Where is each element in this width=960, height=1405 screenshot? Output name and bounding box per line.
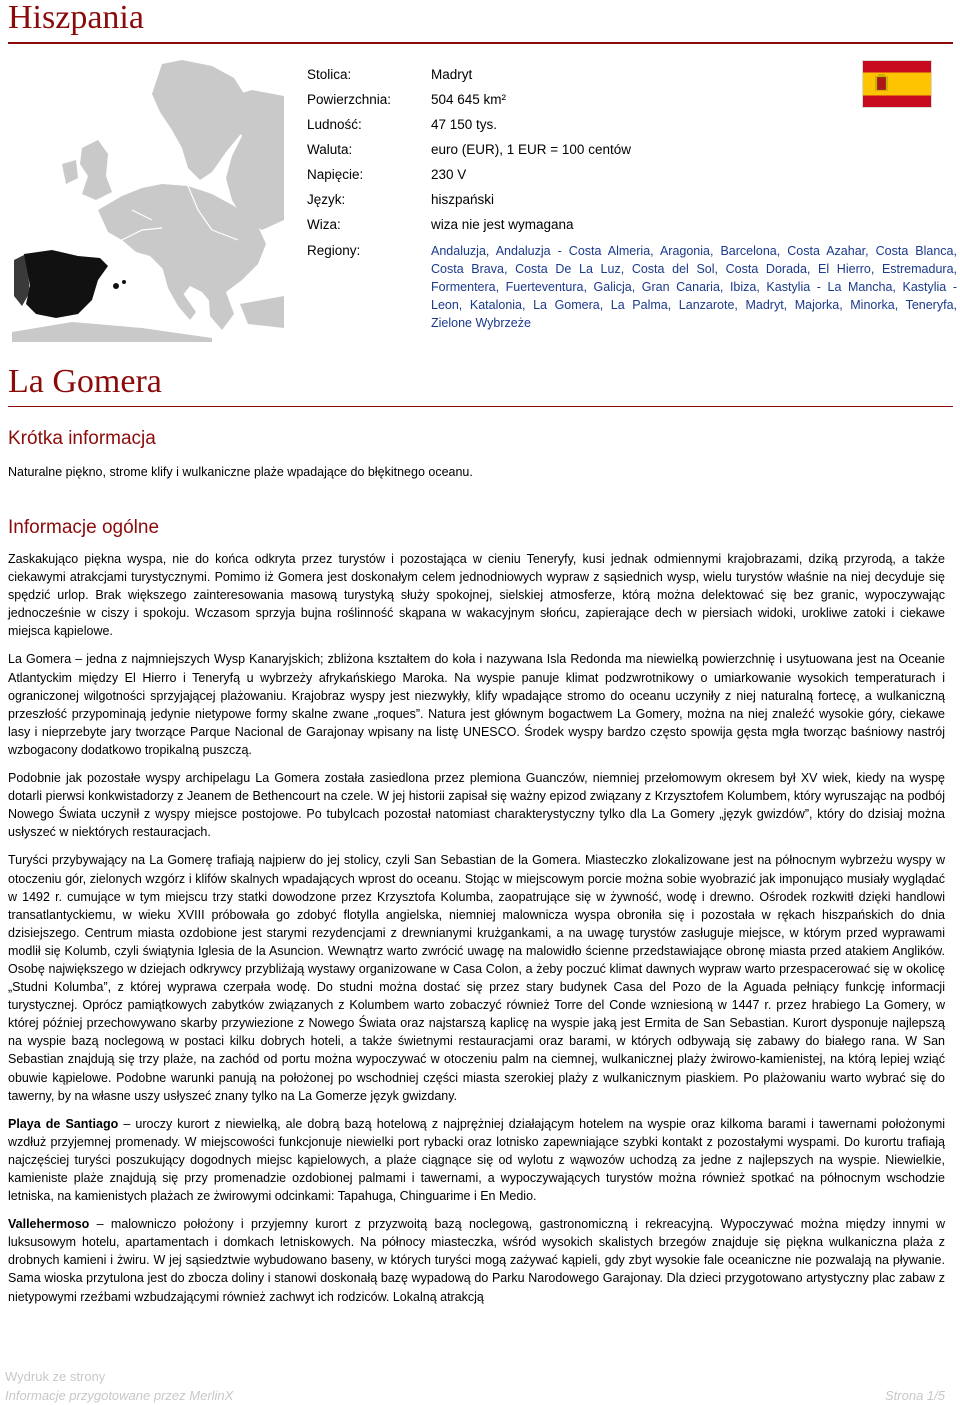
info-value: wiza nie jest wymagana — [431, 217, 574, 232]
info-value: euro (EUR), 1 EUR = 100 centów — [431, 142, 631, 157]
info-label: Ludność: — [307, 117, 362, 132]
general-info-body — [8, 550, 945, 1316]
general-info-heading: Informacje ogólne — [8, 517, 160, 538]
info-label: Powierzchnia: — [307, 92, 392, 107]
info-label: Stolica: — [307, 67, 352, 82]
info-label: Wiza: — [307, 217, 341, 232]
country-title: Hiszpania — [8, 0, 144, 36]
info-label: Napięcie: — [307, 167, 364, 182]
short-info-text: Naturalne piękno, strome klify i wulkaniczne plaże wpadające do błękitnego oceanu. — [8, 465, 473, 479]
paragraph: Vallehermoso – malowniczo położony i przyjemny kurort z przyzwoitą bazą noclegową, gastronomiczną i rekreacyjną. Wypoczywać można między innymi w luksusowym hotelu, apartamentach i domkach letniskowych. Na północy miasteczka, wśród wysokich skalistych brzegów znajduje się piękna wulkaniczna plaża z drobnych kamieni i żwiru. W jej sąsiedztwie wybudowano baseny, w których turyści mogą zażywać kąpieli, gdy zbyt wysokie fale oceaniczne nie pozwalają na pływanie. Sama wioska przytulona jest do zbocza doliny i stanowi doskonałą bazę wypadową do Parku Narodowego Garajonay. Dla dzieci przygotowano artystyczny plac zabaw z nietypowymi rzeźbami wzbudzającymi również zachwyt ich rodziców. Lokalną atrakcją — [8, 1217, 945, 1304]
info-value: Madryt — [431, 67, 473, 82]
title-divider — [8, 42, 953, 44]
place-divider — [8, 406, 953, 407]
spain-flag-icon — [862, 60, 932, 108]
short-info-heading: Krótka informacja — [8, 428, 156, 449]
info-value: 47 150 tys. — [431, 117, 498, 132]
paragraph: Podobnie jak pozostałe wyspy archipelagu La Gomera została zasiedlona przez plemiona Guanczów, niemniej przełomowym okresem był XV wiek, kiedy na wyspę dotarli pierwsi konkwistadorzy z Jeanem de Bethencourt na czele. W jej historii zapisał się ważny epizod związany z Krzysztofem Kolumbem, który wyruszając na podbój Nowego Świata uczynił z wyspy miejsce postojowe. Po tubylcach pozostał natomiast charakterystyczny tylko dla La Gomery „język gwizdów”, który do dzisiaj można usłyszeć w niektórych restauracjach. — [8, 771, 945, 840]
info-value: 504 645 km² — [431, 92, 507, 107]
paragraph: Playa de Santiago – uroczy kurort z niewielką, ale dobrą bazą hotelową z najprężniej działającym hotelem na wyspie oraz kilkoma barami i tawernami położonymi wzdłuż przyjemnej promenady. W miejscowości funkcjonuje niewielki port rybacki oraz lotnisko zapewniające szybki kontakt z pozostałymi wyspami. Do kurortu trafiają najczęściej turyści poszukujący dogodnych miejsc kąpielowych, a plaże ciągnące się od wylotu z wąwozów uchodzą za jedne z najlepszych na wyspie. Niewielkie, kamieniste plaże znajdują się przy promenadzie ozdobionej palmami i tawernami, a wypoczywających turystów można również spotkać na północnym wschodzie letniska, na kamienistych plażach ze żwirowymi odcinkami: Tapahuga, Chinguarime i En Medio. — [8, 1116, 946, 1204]
place-name: Vallehermoso — [8, 1217, 90, 1232]
place-name: Playa de Santiago — [8, 1116, 119, 1131]
info-label: Język: — [307, 192, 346, 207]
footer-print-label: Wydruk ze strony — [5, 1369, 106, 1384]
paragraph: La Gomera – jedna z najmniejszych Wysp Kanaryjskich; zbliżona kształtem do koła i nazywana Isla Redonda ma niewielką powierzchnię i usytuowana jest na Oceanie Atlantyckim między El Hierro i Teneryfą u wybrzeży afrykańskiego Maroka. Na wyspie panuje klimat podzwrotnikowy o umiarkowanie wysokich temperaturach i ograniczonej wilgotności sprzyjającej plażowaniu. Krajobraz wyspy jest niezwykły, klify wpadające stromo do oceanu uczyniły z niej naturalną fortecę, a wulkaniczną przeszłość przypominają jedynie nietypowe formy skalne zwane „roques”. Natura jest głównym bogactwem La Gomery, można na niej znaleźć wysokie góry, ciekawe lasy i nieprzebyte jary tworzące Parque Nacional de Garajonay wpisany na listę UNESCO. Środek wyspy bardzo często spowija gęsta mgła tworząc baśniowy nastrój wzbogacony dodatkowo tropikalną puszczą. — [8, 652, 945, 757]
footer-page-number: Strona 1/5 — [885, 1388, 945, 1403]
info-value: 230 V — [431, 167, 467, 182]
place-title: La Gomera — [8, 363, 162, 400]
paragraph: Zaskakująco piękna wyspa, nie do końca odkryta przez turystów i pozostająca w cieniu Teneryfy, kusi jednak odmiennymi krajobrazami, dziką przyrodą, a także ciekawymi atrakcjami turystycznymi. Pomimo iż Gomera jest doskonałym celem jednodniowych wypraw z sąsiednich wysp, wielu turystów właśnie na niej decyduje się spędzić urlop. Brak większego zainteresowania masową turystyką służy spokojnej, sielskiej atmosferze, którą można delektować się bez granic, wypoczywając jednocześnie w ciszy i spokoju. Wczasom sprzyja bujna roślinność skąpana w wakacyjnym słońcu, zapierające dech w piersiach widoki, urokliwe zatoki i ciekawe miejsca kąpielowe. — [8, 552, 945, 639]
info-label: Waluta: — [307, 142, 353, 157]
info-label: Regiony: — [307, 243, 361, 258]
paragraph: Turyści przybywający na La Gomerę trafiają najpierw do jej stolicy, czyli San Sebastian de la Gomera. Miasteczko zlokalizowane jest na północnym wybrzeżu wyspy w otoczeniu gór, zielonych wzgórz i klifów skalnych wpadających wprost do oceanu. Stojąc w miejscowym porcie można sobie wyobrazić jak imponująco musiały wyglądać w 1492 r. cumujące w tym miejscu trzy statki dowodzone przez Krzysztofa Kolumba, zaopatrujące się w żywność, wodę i drewno. Ośrodek rozkwitł dzięki handlowi transatlantyckiemu, w wieku XVIII próbowała go zdobyć flotylla angielska, niemniej malownicza wyspa obroniła się i pozostała w rękach hiszpańskich do dnia dzisiejszego. Centrum miasta ozdobione jest starymi rezydencjami z drewnianymi krużgankami, a na uwagę turystów zasługuje miejsce, w którym przed wyprawami modlił się Kolumb, czyli świątynia Iglesia de la Asuncion. Wewnątrz warto zwrócić uwagę na malowidło ścienne przedstawiające obronę miasta przed atakiem Anglików. Osobę największego w dziejach odkrywcy przybliżają wystawy organizowane w Casa Colon, a żeby poczuć klimat dawnych wypraw warto przespacerować się w okolicę „Studni Kolumba”, z której wyprawa czerpała wodę. Do studni można dostać się przez stary budynek Casa del Pozo de la Aguada pełniący funkcję informacji turystycznej. Oprócz pamiątkowych zabytków związanych z Kolumbem warto zobaczyć również Torre del Conde wzniesioną w 1447 r. przez hrabiego La Gomery, w której później przechowywano skarby przywiezione z Nowego Świata oraz najstarszą kaplicę na wyspie jaką jest Ermita de San Sebastian. Kurort dysponuje najlepszą na wyspie bazą noclegową w postaci kilku dobrych hoteli, a także świetnymi restauracjami oraz barami, w których odbywają się zabawy do białego rana. W San Sebastian znajdują się trzy plaże, na zachód od portu można wypoczywać w otoczeniu palm na ciemnej, wulkanicznej plaży żwirowo-kamienistej, na którą lepiej wziąć obuwie kąpielowe. Podobne warunki panują na położonej po wschodniej części miasta szerokiej plaży z wulkanicznym piaskiem. Po plażowaniu warto wybrać się do tawerny, by na własne uszy usłyszeć znany tylko na La Gomerze język gwizdany. — [8, 853, 945, 1103]
regions-list[interactable]: Andaluzja, Andaluzja - Costa Almeria, Aragonia, Barcelona, Costa Azahar, Costa Blanca, Costa Brava, Costa De La Luz, Costa del Sol, Costa Dorada, El Hierro, Estremadura, Formentera, Fuerteventura, Galicja, Gran Canaria, Ibiza, Kastylia - La Mancha, Kastylia - Leon, Katalonia, La Gomera, La Palma, Lanzarote, Madryt, Majorka, Minorka, Teneryfa, Zielone Wybrzeże — [431, 244, 957, 330]
info-value: hiszpański — [431, 192, 495, 207]
footer-prepared-by: Informacje przygotowane przez MerlinX — [5, 1388, 234, 1403]
europe-map-icon — [12, 60, 284, 342]
